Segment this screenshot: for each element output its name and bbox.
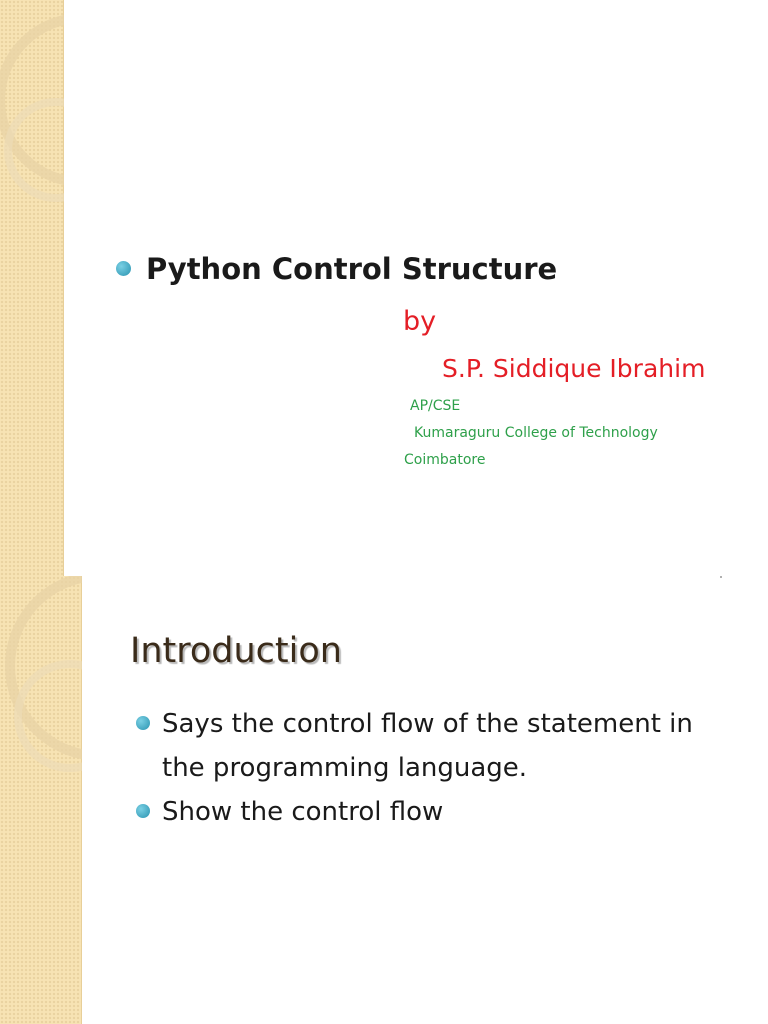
author-city: Coimbatore [404, 452, 486, 468]
author-college: Kumaraguru College of Technology [414, 425, 658, 441]
bullet-line: Show the control flow [162, 797, 444, 827]
circle-decoration-icon [0, 576, 82, 1024]
bullet-icon [136, 716, 150, 730]
author-name: S.P. Siddique Ibrahim [442, 354, 706, 383]
bullet-text [162, 702, 693, 790]
decorative-side-band [0, 576, 82, 1024]
author-role: AP/CSE [410, 398, 461, 414]
bullet-line: Says the control flow of the statement in [162, 709, 693, 739]
stray-dot [720, 576, 722, 578]
bullet-text [162, 790, 443, 834]
circle-decoration-icon [0, 0, 64, 576]
presentation-title: Python Control Structure [146, 252, 558, 286]
bullet-icon [116, 261, 131, 276]
decorative-side-band [0, 0, 64, 576]
introduction-slide [0, 576, 768, 1024]
slide-heading: Introduction [130, 631, 342, 671]
bullet-icon [136, 804, 150, 818]
bullet-line: the programming language. [162, 753, 528, 783]
by-label: by [403, 306, 437, 337]
